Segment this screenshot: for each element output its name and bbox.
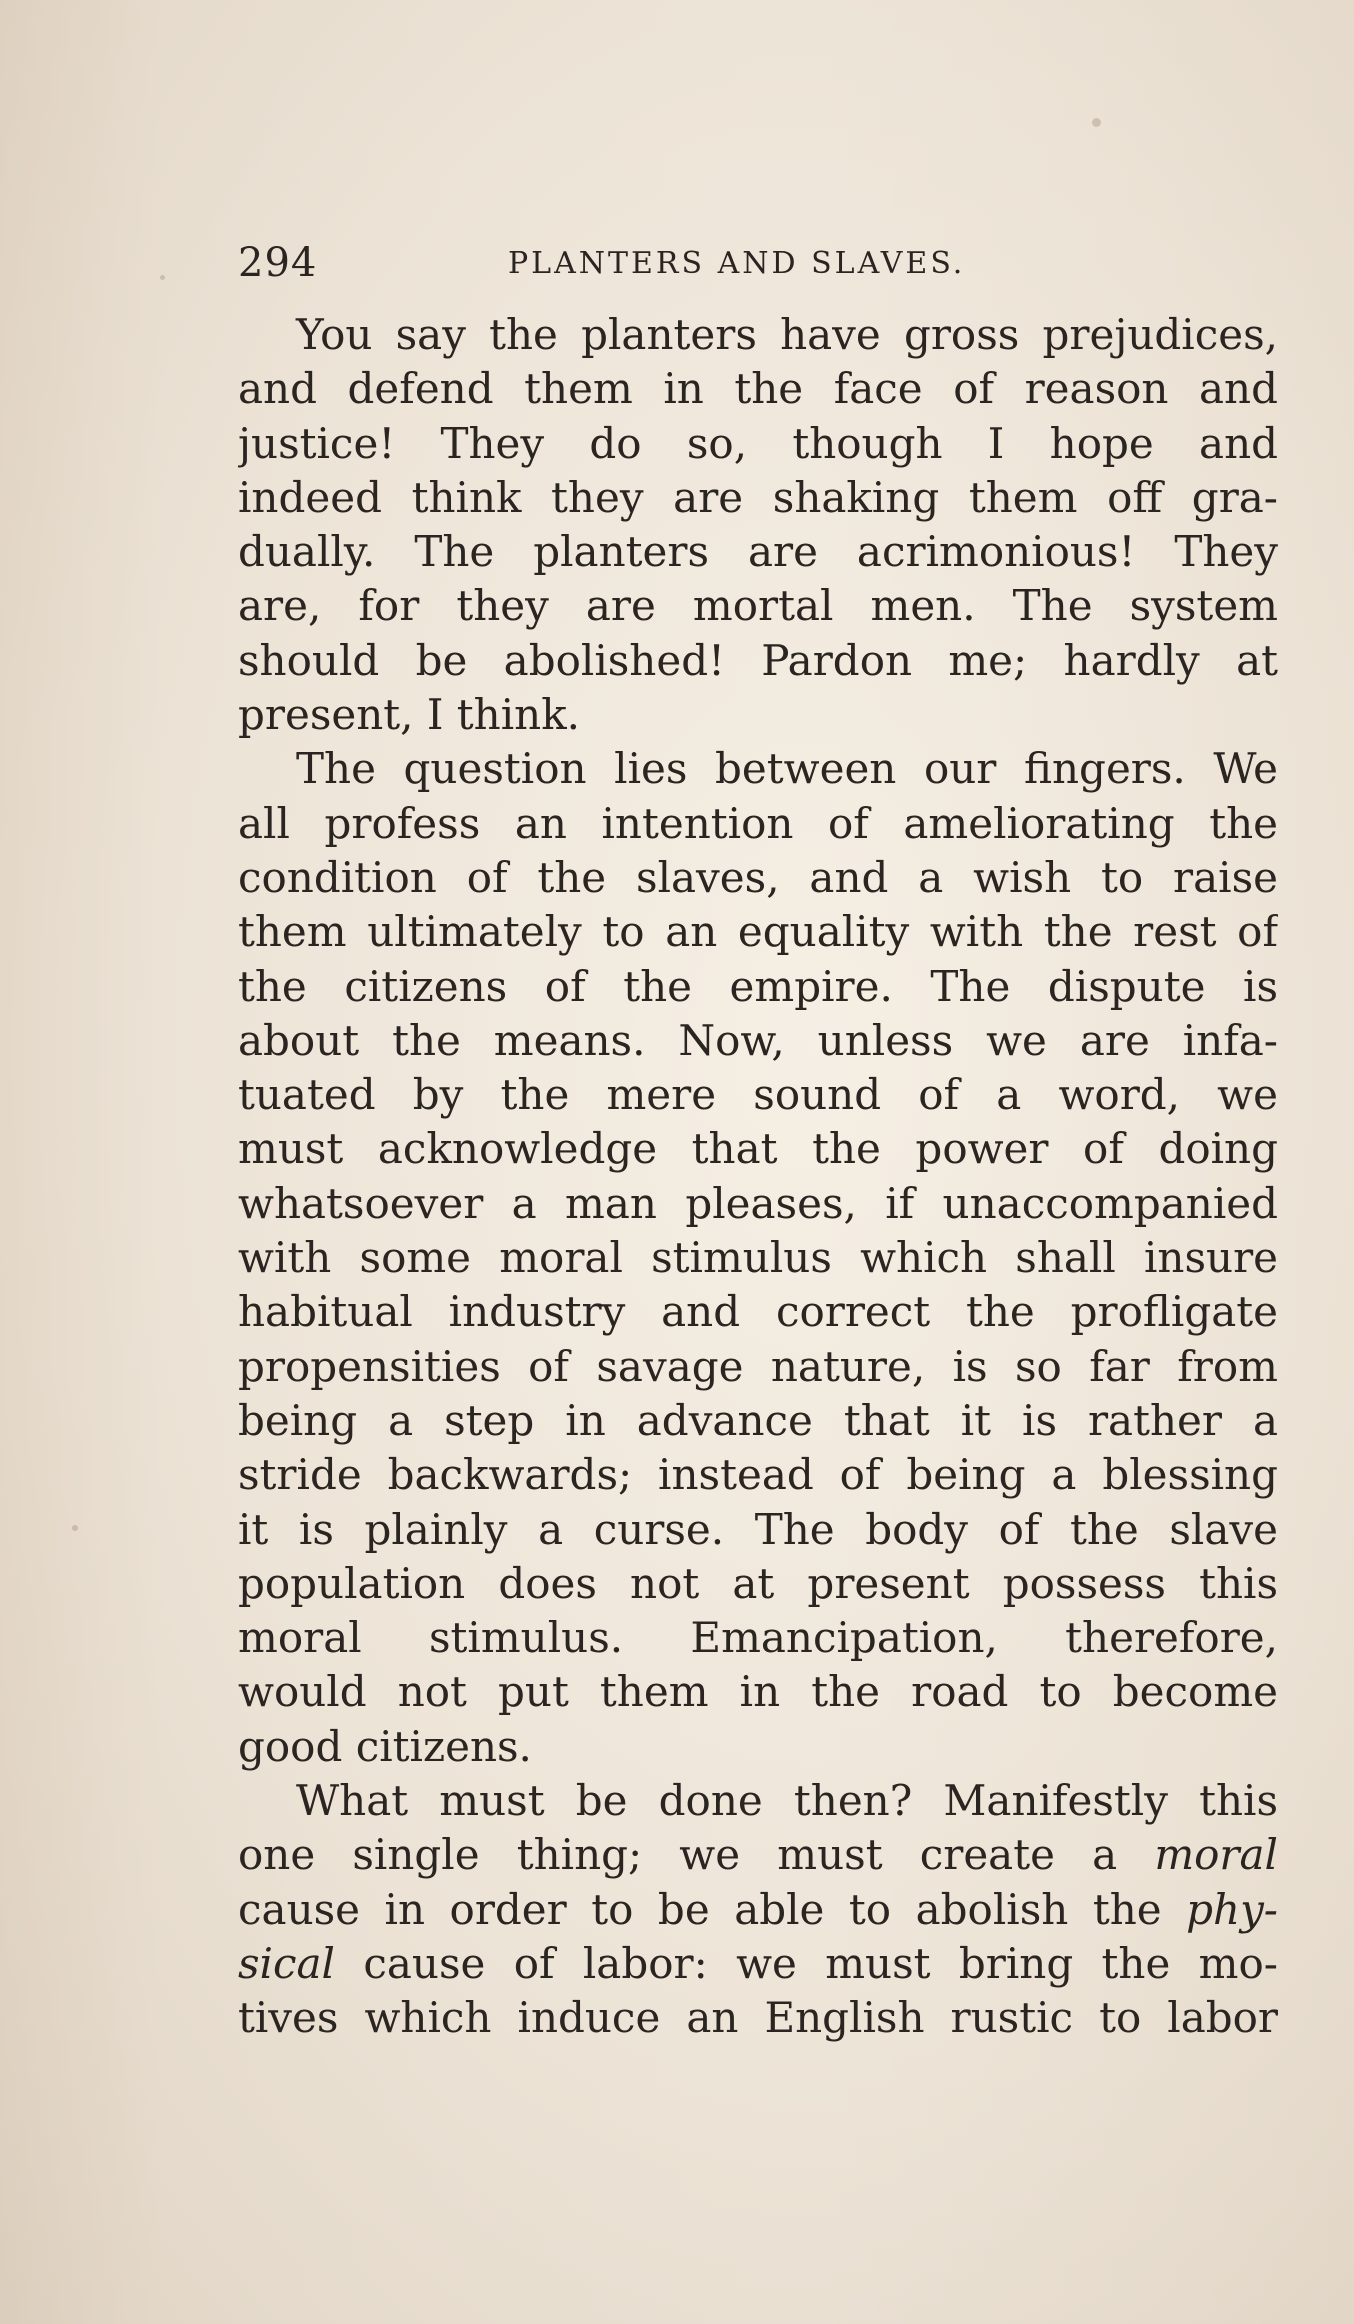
text-line: all profess an intention of ameliorating the (238, 798, 1278, 848)
text-line: should be abolished! Pardon me; hardly at (238, 635, 1278, 685)
text-line: and defend them in the face of reason and (238, 364, 1278, 414)
text-line: The question lies between our fingers. We (296, 744, 1278, 794)
text-segment: cause of labor: we must bring the mo- (363, 1938, 1278, 1988)
text-line: tives which induce an English rustic to labor (238, 1993, 1278, 2043)
text-line (238, 1883, 1278, 1937)
text-line: dually. The planters are acrimonious! They (238, 527, 1278, 577)
text-line: What must be done then? Manifestly this (296, 1776, 1278, 1826)
text-line (238, 1828, 1278, 1882)
text-line: stride backwards; instead of being a blessing (238, 1450, 1278, 1500)
page-header (238, 240, 1278, 300)
text-line: tuated by the mere sound of a word, we (238, 1070, 1278, 1120)
text-line: present, I think. (238, 690, 581, 740)
text-line: justice! They do so, though I hope and (238, 418, 1278, 468)
paper-speck (1092, 118, 1101, 127)
text-line: the citizens of the empire. The dispute is (238, 961, 1278, 1011)
text-line: good citizens. (238, 1721, 532, 1771)
paragraph (238, 742, 1278, 1774)
italic-word: phy- (1186, 1884, 1278, 1934)
text-line: about the means. Now, unless we are infa- (238, 1015, 1278, 1065)
text-segment: one single thing; we must create a (238, 1830, 1118, 1880)
paper-speck (160, 275, 165, 280)
paragraph (238, 1774, 1278, 2045)
text-line: propensities of savage nature, is so far from (238, 1341, 1278, 1391)
italic-word: moral (1154, 1830, 1278, 1880)
paragraph (238, 308, 1278, 742)
text-line: being a step in advance that it is rather a (238, 1395, 1278, 1445)
text-line: habitual industry and correct the profligate (238, 1287, 1278, 1337)
text-line: it is plainly a curse. The body of the slave (238, 1504, 1278, 1554)
running-head: PLANTERS AND SLAVES. (508, 246, 966, 281)
page-number: 294 (238, 240, 318, 286)
text-segment: cause in order to be able to abolish the (238, 1884, 1162, 1934)
text-line: whatsoever a man pleases, if unaccompanied (238, 1178, 1278, 1228)
text-line: population does not at present possess this (238, 1558, 1278, 1608)
text-line: must acknowledge that the power of doing (238, 1124, 1278, 1174)
text-line: with some moral stimulus which shall insure (238, 1233, 1278, 1283)
text-line: indeed think they are shaking them off gra- (238, 472, 1278, 522)
text-line: You say the planters have gross prejudices, (296, 310, 1278, 359)
text-line: would not put them in the road to become (238, 1667, 1278, 1717)
text-line: condition of the slaves, and a wish to raise (238, 852, 1278, 902)
body-text (238, 308, 1278, 2046)
text-line: them ultimately to an equality with the rest of (238, 907, 1278, 957)
text-line: moral stimulus. Emancipation, therefore, (238, 1613, 1278, 1663)
paper-speck (72, 1525, 78, 1531)
italic-word: sical (238, 1938, 335, 1988)
text-line: are, for they are mortal men. The system (238, 581, 1278, 631)
text-line (238, 1937, 1278, 1991)
